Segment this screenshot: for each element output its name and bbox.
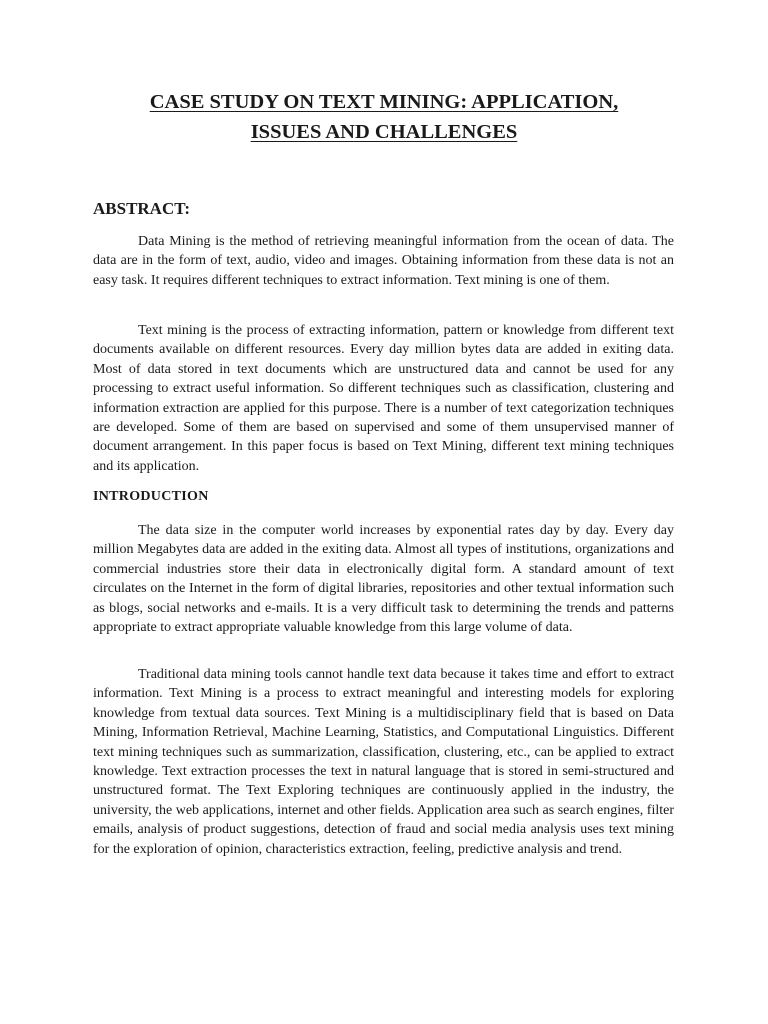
introduction-heading: INTRODUCTION (93, 489, 209, 504)
abstract-paragraph-2: Text mining is the process of extracting information, pattern or knowledge from different text documents available on different resources. Every day million bytes data are added in exiting data. Most of data stored in text documents which are unstructured data and cannot be used for any processing to extract useful information. So different techniques such as classification, clustering and information extraction are applied for this purpose. There is a number of text categorization techniques are developed. Some of them are based on supervised and some of them unsupervised manner of document arrangement. In this paper focus is based on Text Mining, different text mining techniques and its application. (93, 323, 674, 474)
paper-title-line-2: ISSUES AND CHALLENGES (250, 121, 518, 143)
introduction-paragraph-2: Traditional data mining tools cannot handle text data because it takes time and effort to extract information. Text Mining is a process to extract meaningful and interesting models for exploring knowledge from textual data sources. Text Mining is a multidisciplinary field that is based on Data Mining, Information Retrieval, Machine Learning, Statistics, and Computational Linguistics. Different text mining techniques such as summarization, classification, clustering, etc., can be applied to extract knowledge. Text extraction processes the text in natural language that is stored in semi-structured and unstructured format. The Text Exploring techniques are continuously applied in the industry, the university, the web applications, internet and other fields. Application area such as search engines, filter emails, analysis of product suggestions, detection of fraud and social media analysis uses text mining for the exploration of opinion, characteristics extraction, feeling, predictive analysis and trend. (93, 667, 674, 857)
introduction-paragraph-1: The data size in the computer world increases by exponential rates day by day. Every day million Megabytes data are added in the exiting data. Almost all types of institutions, organizations and commercial industries store their data in electronically digital form. A standard amount of text circulates on the Internet in the form of digital libraries, repositories and other textual information such as blogs, social networks and e-mails. It is a very difficult task to determining the trends and patterns appropriate to extract appropriate valuable knowledge from this large volume of data. (93, 523, 674, 636)
paper-title-line-1: CASE STUDY ON TEXT MINING: APPLICATION, (149, 91, 619, 113)
abstract-heading: ABSTRACT: (93, 199, 190, 218)
paper-title (93, 87, 675, 147)
abstract-paragraph-1: Data Mining is the method of retrieving meaningful information from the ocean of data. The data are in the form of text, audio, video and images. Obtaining information from these data is not an easy task. It requires different techniques to extract information. Text mining is one of them. (93, 234, 674, 288)
